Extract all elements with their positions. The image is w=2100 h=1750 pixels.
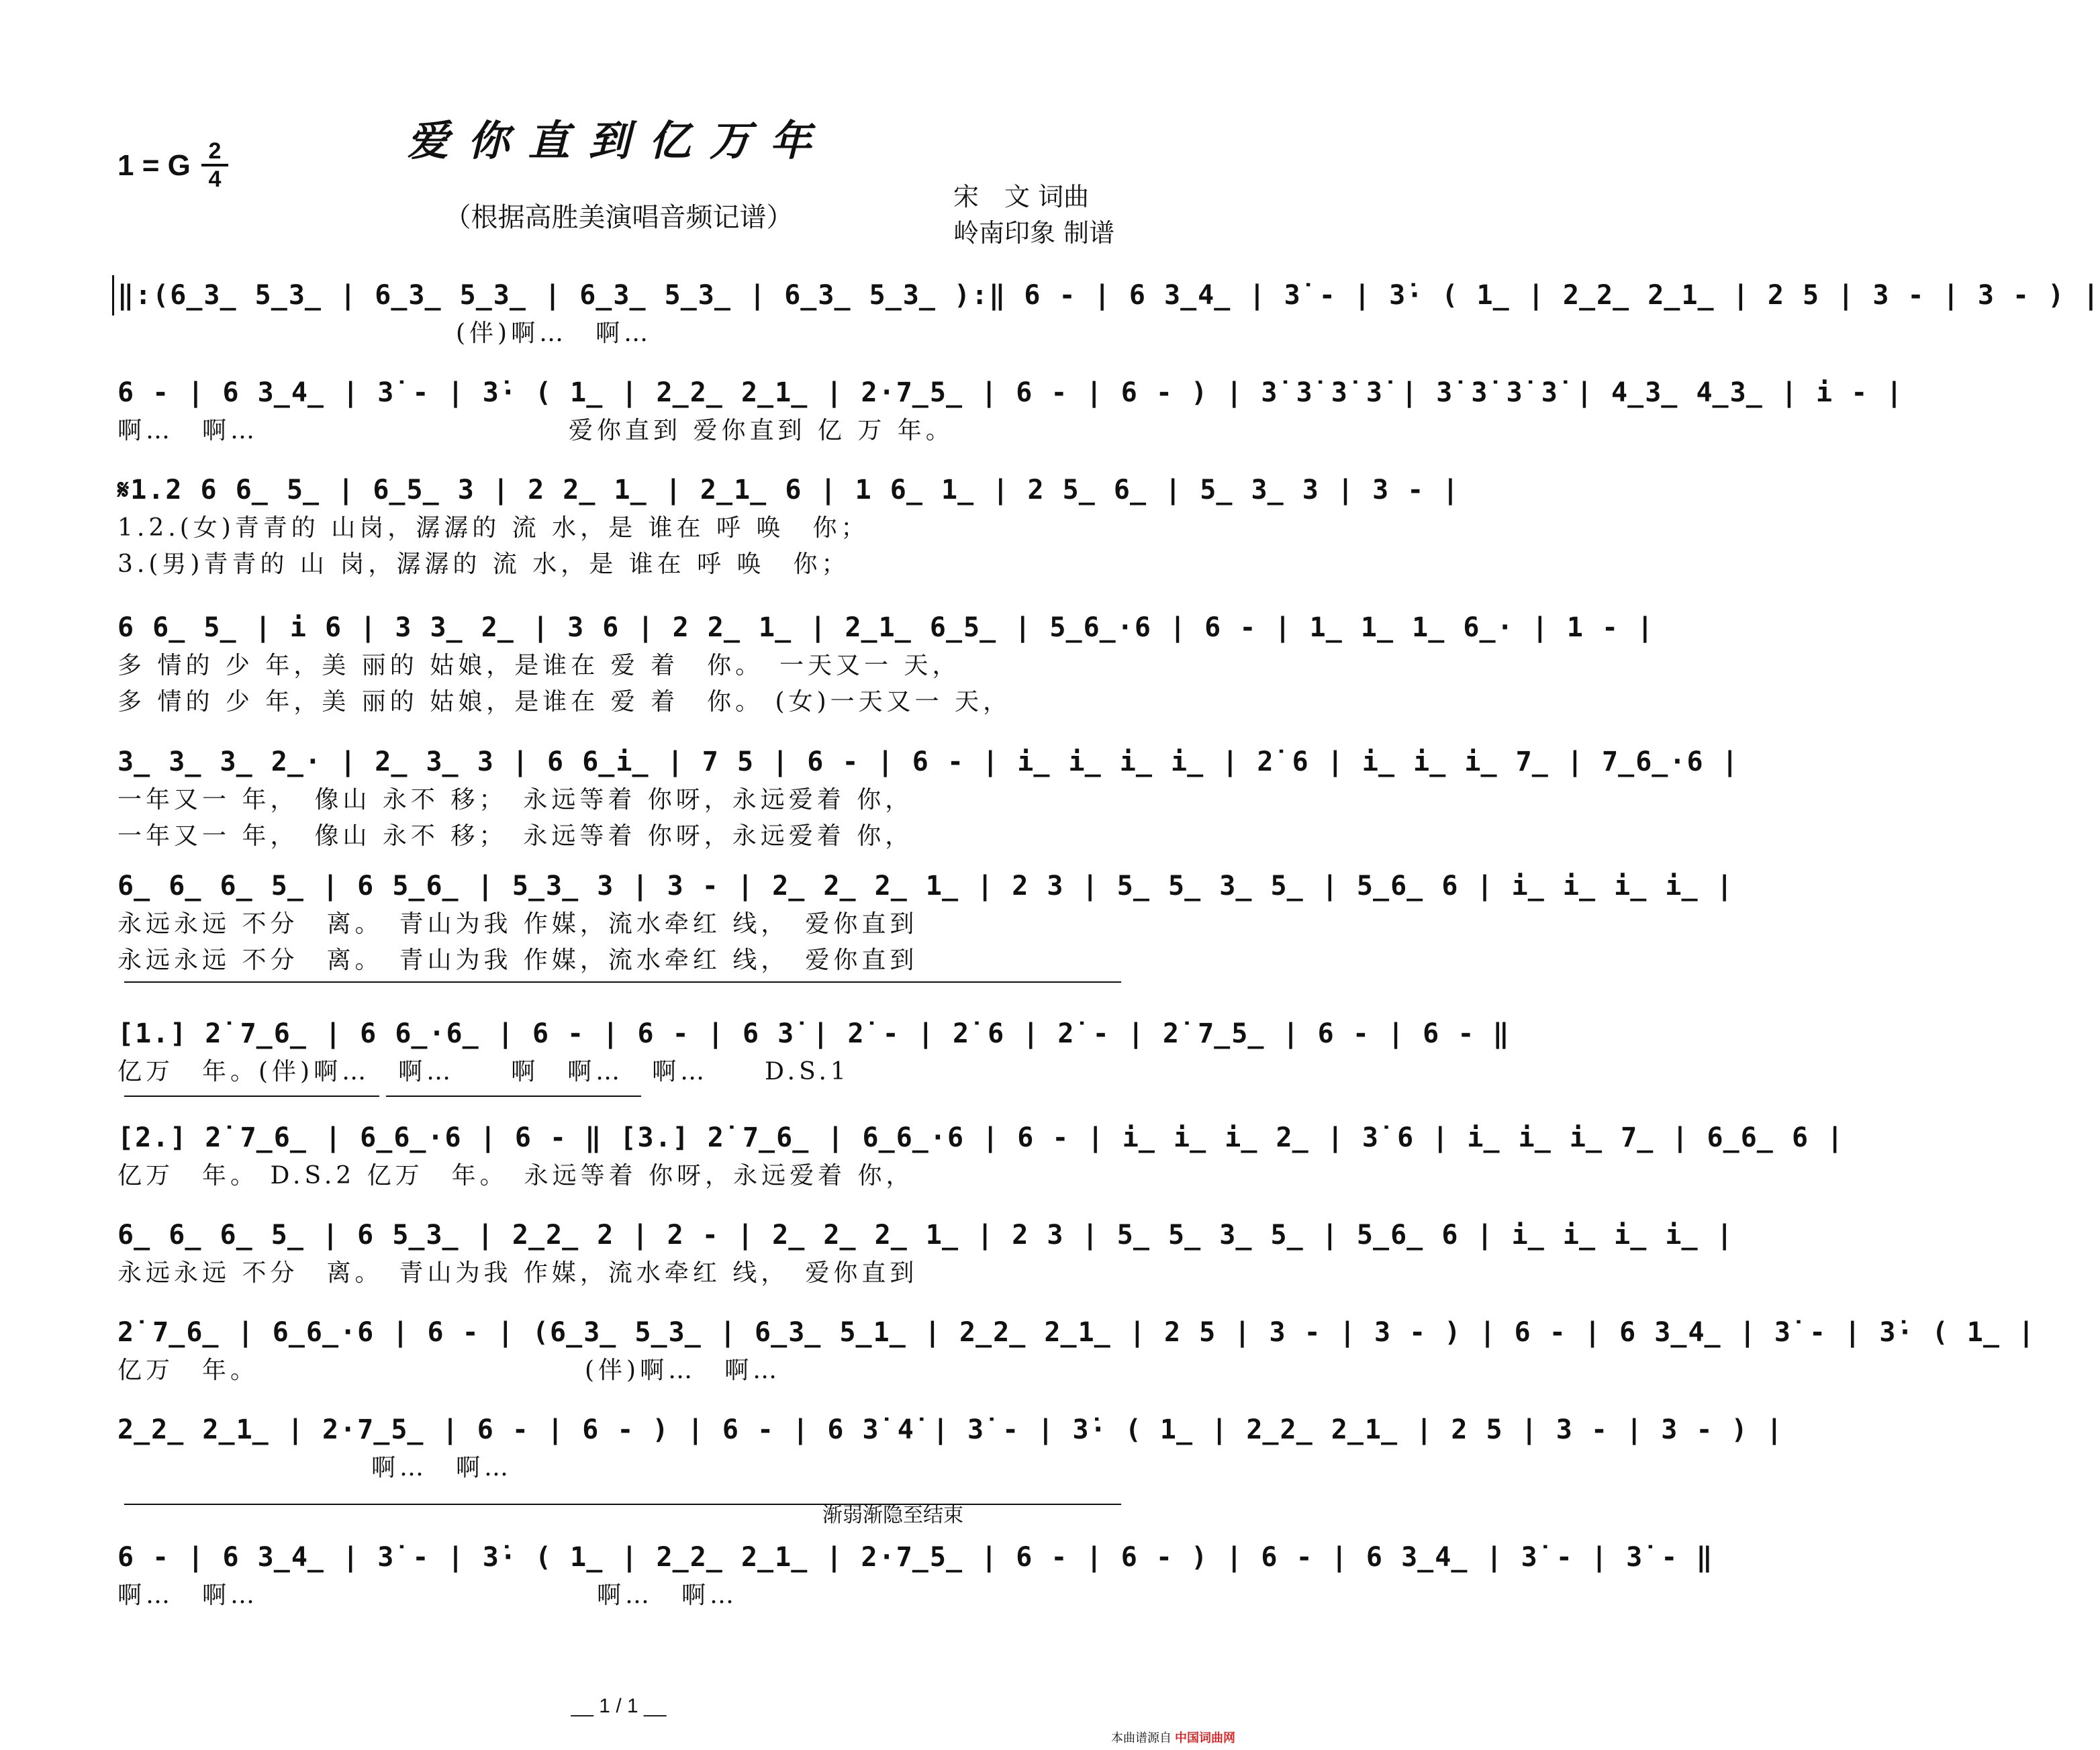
- lyric-line: 啊… 啊… 爱你直到 爱你直到 亿 万 年。: [117, 417, 954, 444]
- source-site: 中国词曲网: [1175, 1731, 1235, 1745]
- volta-bracket-3: [386, 1096, 641, 1097]
- time-signature-top: 2: [208, 138, 222, 164]
- page-number: __ 1 / 1 __: [571, 1695, 667, 1717]
- lyric-line-verse-1-2: 多 情的 少 年，美 丽的 姑娘，是谁在 爱 着 你。 一天又一 天，: [117, 652, 961, 679]
- lyric-line: 亿万 年。 (伴)啊… 啊…: [117, 1357, 781, 1384]
- score-system-1: [117, 275, 2100, 352]
- score-system-7: [117, 1014, 1511, 1090]
- score-system-9: [117, 1215, 1734, 1292]
- time-signature-bottom: 4: [208, 166, 222, 192]
- score-system-10: [117, 1312, 2036, 1389]
- source-label: 本曲谱源自: [1111, 1731, 1172, 1745]
- page-title: 爱你直到亿万年: [407, 116, 830, 165]
- coda-bracket: [124, 1504, 1121, 1505]
- notation-line: 6̲ 6̲ 6̲ 5̲ | 6 5̲6̲ | 5̲3̲ 3 | 3 - | 2̲ 2̲ 2̲ 1̲ | 2 3 | 5̲ 5̲ 3̲ 5̲ | 5̲6̲ 6 | i̲ i̲ i̲ i̲ |: [117, 871, 1734, 902]
- notation-line: [1.] 2̇ 7̲6̲ | 6 6̲·6̲ | 6 - | 6 - | 6 3̇ | 2̇ - | 2̇ 6 | 2̇ - | 2̇ 7̲5̲ | 6 - | 6 - ‖: [117, 1018, 1511, 1049]
- lyric-line: 亿万 年。 D.S.2 亿万 年。 永远等着 你呀，永远爱着 你，: [117, 1162, 914, 1189]
- score-credit: 岭南印象 制谱: [953, 218, 1115, 248]
- lyric-line-verse-1-2: 永远永远 不分 离。 青山为我 作媒，流水牵红 线， 爱你直到: [117, 910, 918, 938]
- score-system-3: [117, 470, 1460, 583]
- lyric-line: 啊… 啊… 啊… 啊…: [117, 1582, 738, 1609]
- score-system-4: [117, 607, 1655, 720]
- lyric-line-verse-3: 一年又一 年， 像山 永不 移； 永远等着 你呀，永远爱着 你，: [117, 822, 914, 850]
- lyric-line-verse-1-2: 1.2.(女)青青的 山岗，潺潺的 流 水，是 谁在 呼 唤 你；: [117, 514, 869, 542]
- notation-line: 6̲ 6̲ 6̲ 5̲ | 6 5̲3̲ | 2̲2̲ 2 | 2 - | 2̲ 2̲ 2̲ 1̲ | 2 3 | 5̲ 5̲ 3̲ 5̲ | 5̲6̲ 6 | i̲ i̲ i̲ i̲ |: [117, 1220, 1734, 1251]
- notation-line: 6 - | 6 3̲4̲ | 3̇ - | 3̇· ( 1̲ | 2̲2̲ 2̲1̲ | 2·7̲5̲ | 6 - | 6 - ) | 3̇ 3̇ 3̇ 3̇ | 3̇ 3̇ 3̇ 3̇ | 4̲3̲ 4̲3̲ | i - |: [117, 377, 1904, 408]
- time-signature: [201, 140, 228, 191]
- lyric-line-verse-1-2: 一年又一 年， 像山 永不 移； 永远等着 你呀，永远爱着 你，: [117, 786, 914, 814]
- lyric-line-verse-3: 永远永远 不分 离。 青山为我 作媒，流水牵红 线， 爱你直到: [117, 946, 918, 974]
- lyric-line: 亿万 年。(伴)啊… 啊… 啊 啊… 啊… D.S.1: [117, 1058, 850, 1085]
- score-system-6: [117, 866, 1734, 979]
- notation-line: [2.] 2̇ 7̲6̲ | 6̲6̲·6 | 6 - ‖ [3.] 2̇ 7̲6̲ | 6̲6̲·6 | 6 - | i̲ i̲ i̲ 2̲ | 3̇ 6 | i̲ i̲ i̲ 7̲ | 6̲6̲ 6 |: [117, 1122, 1845, 1153]
- score-system-12: [117, 1537, 1714, 1614]
- repeat-barline: [112, 275, 114, 315]
- subtitle: （根据高胜美演唱音频记谱）: [444, 202, 794, 233]
- lyric-line-verse-3: 3.(男)青青的 山 岗，潺潺的 流 水，是 谁在 呼 唤 你；: [117, 550, 850, 578]
- volta-bracket-2: [124, 1096, 379, 1097]
- notation-line: 2̲2̲ 2̲1̲ | 2·7̲5̲ | 6 - | 6 - ) | 6 - | 6 3̇ 4̇ | 3̇ - | 3̇· ( 1̲ | 2̲2̲ 2̲1̲ | 2 5 | 3 - | 3 - ) |: [117, 1414, 1784, 1445]
- notation-line: 6 6̲ 5̲ | i 6 | 3 3̲ 2̲ | 3 6 | 2 2̲ 1̲ | 2̲1̲ 6̲5̲ | 5̲6̲·6 | 6 - | 1̲ 1̲ 1̲ 6̲· | 1 - |: [117, 612, 1655, 643]
- volta-bracket-1: [124, 981, 1121, 983]
- lyric-line: 啊… 啊…: [117, 1454, 513, 1481]
- lyrics-credit: 宋 文 词曲: [953, 182, 1090, 211]
- lyric-line: 永远永远 不分 离。 青山为我 作媒，流水牵红 线， 爱你直到: [117, 1259, 918, 1287]
- lyric-line-verse-3: 多 情的 少 年，美 丽的 姑娘，是谁在 爱 着 你。 (女)一天又一 天，: [117, 688, 1012, 716]
- score-system-11: [117, 1410, 1784, 1486]
- notation-line: 𝄋1.2 6 6̲ 5̲ | 6̲5̲ 3 | 2 2̲ 1̲ | 2̲1̲ 6 | 1 6̲ 1̲ | 2 5̲ 6̲ | 5̲ 3̲ 3 | 3 - |: [117, 475, 1460, 505]
- notation-line: 2̇ 7̲6̲ | 6̲6̲·6 | 6 - | (6̲3̲ 5̲3̲ | 6̲3̲ 5̲1̲ | 2̲2̲ 2̲1̲ | 2 5 | 3 - | 3 - ) | 6 - | 6 3̲4̲ | 3̇ - | 3̇· ( 1̲ |: [117, 1317, 2036, 1348]
- score-system-5: [117, 742, 1739, 855]
- notation-line: 6 - | 6 3̲4̲ | 3̇ - | 3̇· ( 1̲ | 2̲2̲ 2̲1̲ | 2·7̲5̲ | 6 - | 6 - ) | 6 - | 6 3̲4̲ | 3̇ - | 3̇ - ‖: [117, 1542, 1714, 1573]
- notation-line: ‖:(6̲3̲ 5̲3̲ | 6̲3̲ 5̲3̲ | 6̲3̲ 5̲3̲ | 6̲3̲ 5̲3̲ ):‖ 6 - | 6 3̲4̲ | 3̇ - | 3̇· ( 1̲ | 2̲2̲ 2̲1̲ | 2 5 | 3 - | 3 - ) |: [117, 280, 2100, 311]
- notation-line: 3̲ 3̲ 3̲ 2̲· | 2̲ 3̲ 3 | 6 6̲i̲ | 7 5 | 6 - | 6 - | i̲ i̲ i̲ i̲ | 2̇ 6 | i̲ i̲ i̲ 7̲ | 7̲6̲·6 |: [117, 746, 1739, 777]
- key-signature: 1 = G: [117, 149, 191, 182]
- lyric-line: (伴)啊… 啊…: [117, 320, 653, 347]
- fade-out-annotation: 渐弱渐隐至结束: [822, 1504, 963, 1527]
- score-system-2: [117, 373, 1904, 449]
- score-system-8: [117, 1118, 1845, 1194]
